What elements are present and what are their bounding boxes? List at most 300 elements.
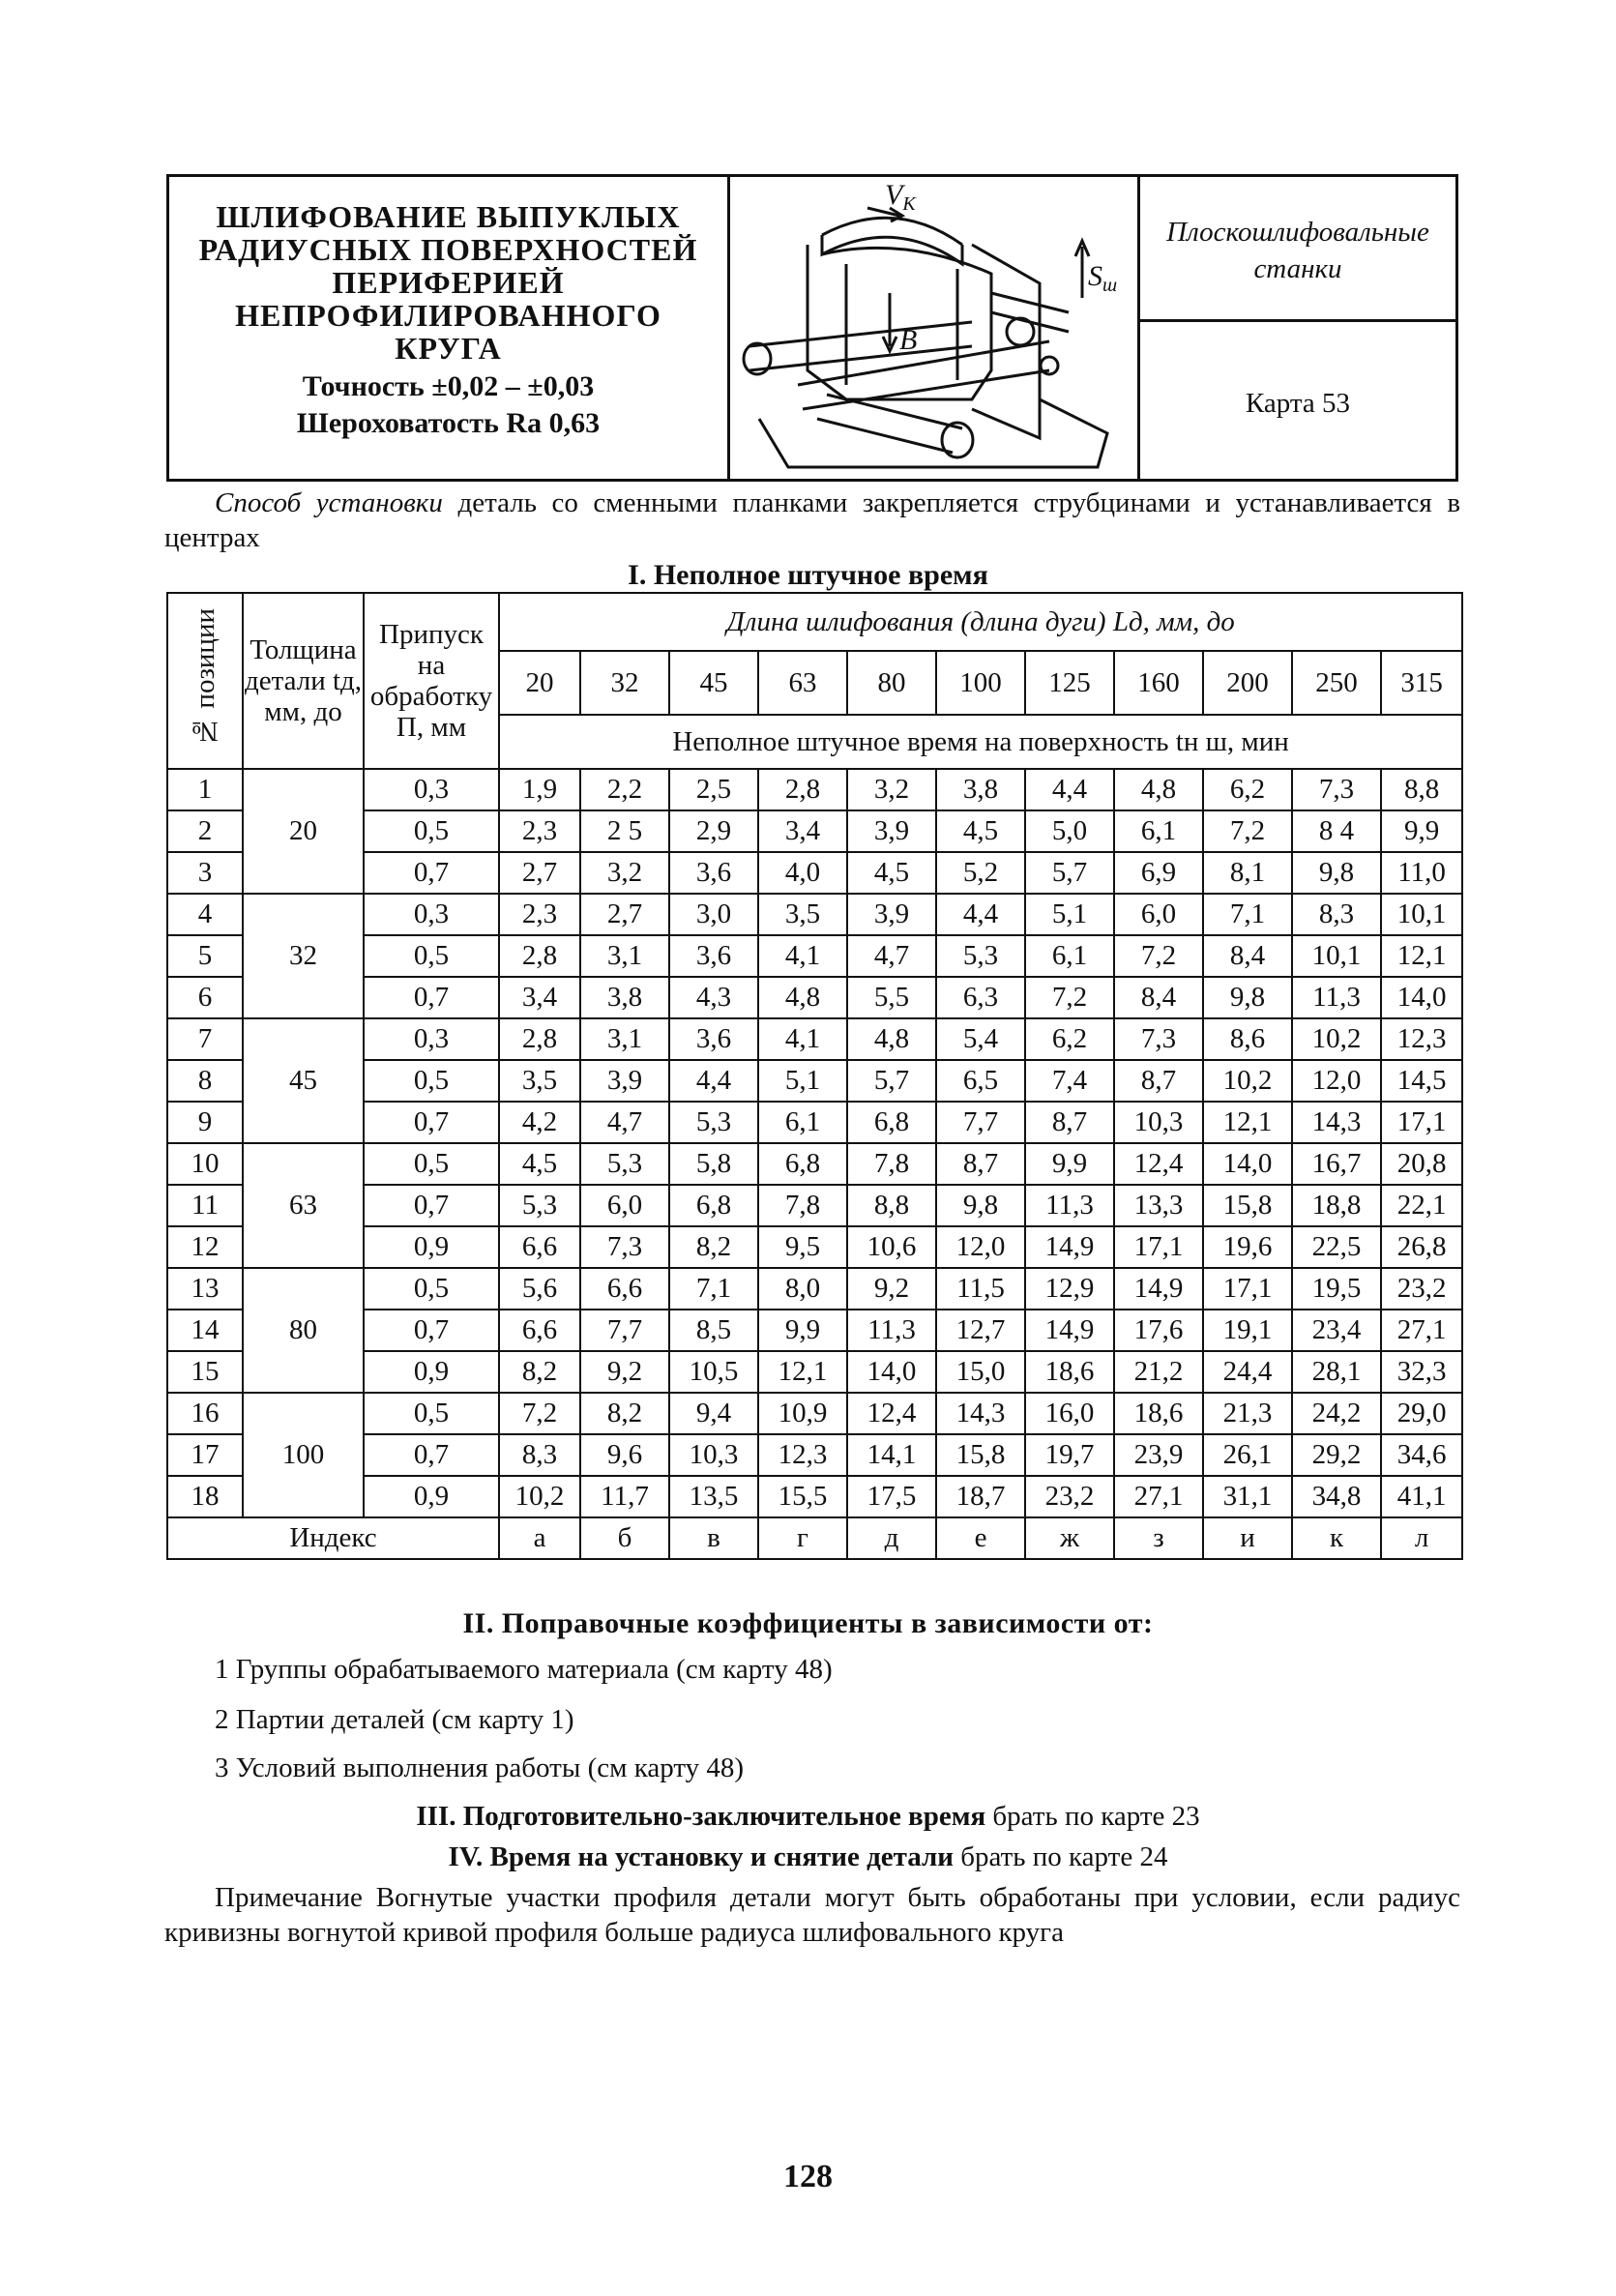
allowance-cell: 0,5	[364, 810, 499, 852]
time-value-cell: 6,3	[936, 977, 1025, 1018]
time-value-cell: 12,7	[936, 1310, 1025, 1351]
operation-title-block	[169, 177, 730, 479]
time-table	[166, 592, 1463, 1560]
time-value-cell: 7,7	[936, 1102, 1025, 1143]
position-cell: 1	[167, 769, 243, 810]
time-value-cell: 12,0	[936, 1226, 1025, 1268]
time-value-cell: 18,6	[1025, 1351, 1114, 1393]
position-cell: 6	[167, 977, 243, 1018]
time-value-cell: 7,8	[847, 1143, 936, 1185]
card-number: Карта 53	[1245, 388, 1351, 419]
card-header	[166, 174, 1458, 482]
position-header: № позиции	[167, 593, 243, 769]
time-value-cell: 5,3	[669, 1102, 758, 1143]
time-value-cell: 8,4	[1203, 935, 1292, 977]
time-value-cell: 10,3	[1114, 1102, 1203, 1143]
index-cell: е	[936, 1517, 1025, 1559]
time-value-cell: 6,0	[1114, 894, 1203, 935]
thickness-header: Толщина детали tд, мм, до	[243, 593, 364, 769]
length-cell: 63	[758, 651, 847, 715]
time-value-cell: 8,4	[1114, 977, 1203, 1018]
time-value-cell: 20,8	[1381, 1143, 1462, 1185]
time-value-cell: 4,3	[669, 977, 758, 1018]
time-value-cell: 12,4	[847, 1393, 936, 1434]
time-value-cell: 6,5	[936, 1060, 1025, 1102]
time-table-body	[167, 769, 1462, 1559]
thickness-cell: 63	[243, 1143, 364, 1268]
time-value-cell: 29,2	[1292, 1434, 1381, 1476]
svg-text:Sш	[1088, 260, 1117, 296]
index-cell: к	[1292, 1517, 1381, 1559]
time-value-cell: 18,6	[1114, 1393, 1203, 1434]
section-3-text: брать по карте 23	[992, 1801, 1200, 1832]
time-value-cell: 9,9	[1381, 810, 1462, 852]
title-line: ШЛИФОВАНИЕ ВЫПУКЛЫХ	[216, 199, 681, 234]
time-value-cell: 11,5	[936, 1268, 1025, 1310]
time-value-cell: 41,1	[1381, 1476, 1462, 1517]
time-value-cell: 15,8	[1203, 1185, 1292, 1226]
time-value-cell: 9,9	[758, 1310, 847, 1351]
time-value-cell: 23,4	[1292, 1310, 1381, 1351]
time-value-cell: 11,3	[1292, 977, 1381, 1018]
time-value-cell: 3,4	[758, 810, 847, 852]
time-value-cell: 5,3	[580, 1143, 669, 1185]
index-cell: з	[1114, 1517, 1203, 1559]
vk-subscript: K	[902, 193, 916, 215]
index-cell: а	[499, 1517, 580, 1559]
time-value-cell: 14,0	[847, 1351, 936, 1393]
time-value-cell: 7,3	[1114, 1018, 1203, 1060]
time-value-cell: 10,2	[499, 1476, 580, 1517]
time-value-cell: 17,5	[847, 1476, 936, 1517]
time-value-cell: 3,8	[580, 977, 669, 1018]
s-subscript: ш	[1102, 275, 1118, 296]
time-value-cell: 8,7	[1114, 1060, 1203, 1102]
time-value-cell: 10,2	[1203, 1060, 1292, 1102]
length-cell: 125	[1025, 651, 1114, 715]
card-info	[1140, 177, 1455, 479]
index-cell: и	[1203, 1517, 1292, 1559]
time-value-cell: 23,9	[1114, 1434, 1203, 1476]
correction-item: 3 Условий выполнения работы (см карту 48)	[215, 1752, 745, 1783]
thickness-cell: 80	[243, 1268, 364, 1393]
table-row	[167, 1393, 1462, 1434]
vk-label: V	[885, 179, 903, 211]
time-value-cell: 8,2	[669, 1226, 758, 1268]
time-value-cell: 7,7	[580, 1310, 669, 1351]
time-value-cell: 2,2	[580, 769, 669, 810]
time-value-cell: 24,4	[1203, 1351, 1292, 1393]
thickness-cell: 20	[243, 769, 364, 894]
time-value-cell: 8,3	[1292, 894, 1381, 935]
time-value-cell: 6,8	[758, 1143, 847, 1185]
time-value-cell: 4,5	[847, 852, 936, 894]
allowance-cell: 0,5	[364, 1393, 499, 1434]
time-value-cell: 8,8	[847, 1185, 936, 1226]
time-value-cell: 14,9	[1025, 1226, 1114, 1268]
time-value-cell: 6,1	[1114, 810, 1203, 852]
allowance-cell: 0,9	[364, 1226, 499, 1268]
position-cell: 10	[167, 1143, 243, 1185]
time-value-cell: 2,7	[499, 852, 580, 894]
table-row	[167, 1268, 1462, 1310]
position-cell: 17	[167, 1434, 243, 1476]
setup-diagram	[730, 177, 1140, 479]
index-row	[167, 1517, 1462, 1559]
time-value-cell: 9,5	[758, 1226, 847, 1268]
allowance-cell: 0,7	[364, 1185, 499, 1226]
time-value-cell: 5,6	[499, 1268, 580, 1310]
time-value-cell: 9,8	[1203, 977, 1292, 1018]
time-value-cell: 9,2	[847, 1268, 936, 1310]
allowance-cell: 0,5	[364, 1143, 499, 1185]
time-value-cell: 3,6	[669, 852, 758, 894]
time-value-cell: 4,2	[499, 1102, 580, 1143]
time-value-cell: 10,1	[1292, 935, 1381, 977]
time-value-cell: 14,3	[1292, 1102, 1381, 1143]
title-line: НЕПРОФИЛИРОВАННОГО	[235, 298, 661, 333]
time-value-cell: 18,7	[936, 1476, 1025, 1517]
time-value-cell: 8,7	[936, 1143, 1025, 1185]
time-value-cell: 2 5	[580, 810, 669, 852]
time-value-cell: 23,2	[1381, 1268, 1462, 1310]
time-value-cell: 27,1	[1114, 1476, 1203, 1517]
time-value-cell: 12,3	[1381, 1018, 1462, 1060]
time-value-cell: 10,1	[1381, 894, 1462, 935]
index-cell: в	[669, 1517, 758, 1559]
position-cell: 13	[167, 1268, 243, 1310]
time-value-cell: 4,1	[758, 1018, 847, 1060]
time-value-cell: 11,7	[580, 1476, 669, 1517]
accuracy-text: Точность ±0,02 – ±0,03	[302, 370, 595, 402]
section-2-title: II. Поправочные коэффициенты в зависимости от:	[462, 1607, 1154, 1639]
spec-block	[169, 368, 727, 442]
position-cell: 2	[167, 810, 243, 852]
time-value-cell: 4,8	[1114, 769, 1203, 810]
length-cell: 200	[1203, 651, 1292, 715]
length-cell: 80	[847, 651, 936, 715]
time-value-cell: 5,7	[847, 1060, 936, 1102]
time-value-cell: 21,3	[1203, 1393, 1292, 1434]
allowance-cell: 0,5	[364, 1268, 499, 1310]
time-value-cell: 6,8	[847, 1102, 936, 1143]
time-value-cell: 4,0	[758, 852, 847, 894]
machine-type: Плоскошлифовальные станки	[1140, 177, 1455, 322]
time-value-cell: 14,3	[936, 1393, 1025, 1434]
time-value-cell: 22,5	[1292, 1226, 1381, 1268]
time-value-cell: 5,5	[847, 977, 936, 1018]
time-value-cell: 7,2	[1203, 810, 1292, 852]
time-value-cell: 5,2	[936, 852, 1025, 894]
time-value-cell: 8,5	[669, 1310, 758, 1351]
allowance-cell: 0,7	[364, 977, 499, 1018]
table-row	[167, 1143, 1462, 1185]
position-cell: 4	[167, 894, 243, 935]
time-value-cell: 4,7	[847, 935, 936, 977]
time-value-cell: 32,3	[1381, 1351, 1462, 1393]
position-cell: 18	[167, 1476, 243, 1517]
time-value-cell: 12,1	[1381, 935, 1462, 977]
time-value-cell: 27,1	[1381, 1310, 1462, 1351]
position-cell: 12	[167, 1226, 243, 1268]
position-cell: 16	[167, 1393, 243, 1434]
time-value-cell: 11,3	[1025, 1185, 1114, 1226]
thickness-cell: 100	[243, 1393, 364, 1517]
allowance-cell: 0,3	[364, 894, 499, 935]
time-value-cell: 6,9	[1114, 852, 1203, 894]
operation-title	[169, 200, 727, 365]
allowance-cell: 0,5	[364, 1060, 499, 1102]
time-value-cell: 4,5	[936, 810, 1025, 852]
time-value-cell: 19,1	[1203, 1310, 1292, 1351]
time-value-cell: 3,2	[847, 769, 936, 810]
allowance-cell: 0,5	[364, 935, 499, 977]
allowance-cell: 0,7	[364, 1434, 499, 1476]
time-value-cell: 14,9	[1025, 1310, 1114, 1351]
position-cell: 14	[167, 1310, 243, 1351]
b-label: B	[899, 324, 918, 356]
time-value-cell: 19,6	[1203, 1226, 1292, 1268]
svg-text:VK	[885, 179, 917, 215]
title-line: РАДИУСНЫХ ПОВЕРХНОСТЕЙ	[198, 232, 698, 267]
thickness-cell: 32	[243, 894, 364, 1018]
title-line: ПЕРИФЕРИЕЙ	[332, 265, 565, 300]
time-value-cell: 22,1	[1381, 1185, 1462, 1226]
time-value-cell: 7,3	[580, 1226, 669, 1268]
page-number: 128	[783, 2159, 833, 2194]
allowance-header: Припуск на обработку П, мм	[364, 593, 499, 769]
position-cell: 8	[167, 1060, 243, 1102]
time-value-cell: 14,1	[847, 1434, 936, 1476]
time-value-cell: 7,3	[1292, 769, 1381, 810]
time-value-cell: 28,1	[1292, 1351, 1381, 1393]
correction-item: 1 Группы обрабатываемого материала (см карту 48)	[215, 1654, 833, 1685]
time-value-cell: 12,0	[1292, 1060, 1381, 1102]
time-value-cell: 3,6	[669, 935, 758, 977]
time-value-cell: 17,1	[1381, 1102, 1462, 1143]
length-cell: 45	[669, 651, 758, 715]
s-label: S	[1088, 260, 1102, 292]
time-value-cell: 5,0	[1025, 810, 1114, 852]
time-value-cell: 7,4	[1025, 1060, 1114, 1102]
length-cell: 32	[580, 651, 669, 715]
time-value-cell: 7,2	[1025, 977, 1114, 1018]
note: Примечание Вогнутые участки профиля детали могут быть обработаны при условии, если радиус кривизны вогнутой кривой профиля больше радиуса шлифовального круга	[164, 1882, 1460, 1948]
time-value-cell: 8 4	[1292, 810, 1381, 852]
position-cell: 5	[167, 935, 243, 977]
time-value-cell: 21,2	[1114, 1351, 1203, 1393]
time-value-cell: 19,5	[1292, 1268, 1381, 1310]
time-value-cell: 9,8	[936, 1185, 1025, 1226]
time-value-cell: 13,5	[669, 1476, 758, 1517]
time-value-cell: 12,1	[758, 1351, 847, 1393]
time-value-cell: 6,2	[1203, 769, 1292, 810]
time-value-cell: 6,2	[1025, 1018, 1114, 1060]
time-value-cell: 2,8	[499, 935, 580, 977]
allowance-cell: 0,7	[364, 852, 499, 894]
time-value-cell: 4,8	[758, 977, 847, 1018]
time-value-cell: 7,2	[499, 1393, 580, 1434]
length-cell: 160	[1114, 651, 1203, 715]
title-line: КРУГА	[395, 331, 502, 366]
time-value-cell: 2,3	[499, 894, 580, 935]
time-value-cell: 3,0	[669, 894, 758, 935]
time-value-cell: 4,4	[669, 1060, 758, 1102]
time-value-cell: 2,9	[669, 810, 758, 852]
time-value-cell: 7,1	[1203, 894, 1292, 935]
time-value-cell: 8,3	[499, 1434, 580, 1476]
time-value-cell: 13,3	[1114, 1185, 1203, 1226]
section-3	[0, 1801, 1616, 1833]
time-value-cell: 14,0	[1203, 1143, 1292, 1185]
install-method	[164, 486, 1460, 555]
time-value-cell: 3,5	[499, 1060, 580, 1102]
time-value-cell: 14,5	[1381, 1060, 1462, 1102]
index-cell: д	[847, 1517, 936, 1559]
time-value-cell: 6,6	[580, 1268, 669, 1310]
time-value-cell: 19,7	[1025, 1434, 1114, 1476]
section-3-title: III. Подготовительно-заключительное время	[416, 1801, 986, 1832]
time-value-cell: 16,7	[1292, 1143, 1381, 1185]
time-value-cell: 17,1	[1114, 1226, 1203, 1268]
time-value-cell: 5,4	[936, 1018, 1025, 1060]
time-value-cell: 15,8	[936, 1434, 1025, 1476]
index-label: Индекс	[167, 1517, 499, 1559]
allowance-cell: 0,3	[364, 769, 499, 810]
time-value-cell: 3,6	[669, 1018, 758, 1060]
time-value-cell: 11,0	[1381, 852, 1462, 894]
time-value-cell: 3,8	[936, 769, 1025, 810]
time-value-cell: 10,9	[758, 1393, 847, 1434]
time-value-cell: 3,4	[499, 977, 580, 1018]
time-value-cell: 10,5	[669, 1351, 758, 1393]
time-value-cell: 31,1	[1203, 1476, 1292, 1517]
allowance-cell: 0,3	[364, 1018, 499, 1060]
time-value-cell: 7,8	[758, 1185, 847, 1226]
time-value-cell: 15,0	[936, 1351, 1025, 1393]
time-value-cell: 7,2	[1114, 935, 1203, 977]
index-cell: ж	[1025, 1517, 1114, 1559]
index-cell: г	[758, 1517, 847, 1559]
time-value-cell: 9,4	[669, 1393, 758, 1434]
time-value-cell: 6,6	[499, 1226, 580, 1268]
time-value-cell: 8,6	[1203, 1018, 1292, 1060]
time-value-cell: 6,1	[1025, 935, 1114, 977]
section-1-title: I. Неполное штучное время	[628, 559, 988, 591]
time-value-cell: 14,0	[1381, 977, 1462, 1018]
time-value-cell: 5,1	[1025, 894, 1114, 935]
time-value-cell: 8,7	[1025, 1102, 1114, 1143]
time-value-cell: 2,7	[580, 894, 669, 935]
time-value-cell: 9,9	[1025, 1143, 1114, 1185]
allowance-cell: 0,7	[364, 1310, 499, 1351]
time-value-cell: 8,2	[499, 1351, 580, 1393]
index-cell: л	[1381, 1517, 1462, 1559]
time-value-cell: 8,0	[758, 1268, 847, 1310]
correction-item: 2 Партии деталей (см карту 1)	[215, 1704, 574, 1735]
position-cell: 9	[167, 1102, 243, 1143]
time-value-cell: 24,2	[1292, 1393, 1381, 1434]
thickness-cell: 45	[243, 1018, 364, 1143]
time-value-cell: 17,6	[1114, 1310, 1203, 1351]
length-cell: 100	[936, 651, 1025, 715]
time-value-cell: 26,8	[1381, 1226, 1462, 1268]
time-value-cell: 10,2	[1292, 1018, 1381, 1060]
time-value-cell: 26,1	[1203, 1434, 1292, 1476]
time-header: Неполное штучное время на поверхность tн ш, мин	[499, 715, 1462, 769]
time-value-cell: 10,3	[669, 1434, 758, 1476]
time-value-cell: 1,9	[499, 769, 580, 810]
time-value-cell: 3,1	[580, 1018, 669, 1060]
time-value-cell: 4,8	[847, 1018, 936, 1060]
time-value-cell: 2,5	[669, 769, 758, 810]
allowance-cell: 0,9	[364, 1476, 499, 1517]
time-value-cell: 17,1	[1203, 1268, 1292, 1310]
grinding-setup-illustration	[730, 177, 1134, 479]
time-value-cell: 18,8	[1292, 1185, 1381, 1226]
install-label: Способ установки	[215, 487, 443, 518]
time-value-cell: 8,1	[1203, 852, 1292, 894]
time-value-cell: 15,5	[758, 1476, 847, 1517]
roughness-text: Шероховатость Ra 0,63	[296, 407, 601, 439]
time-value-cell: 8,8	[1381, 769, 1462, 810]
length-cell: 20	[499, 651, 580, 715]
time-value-cell: 29,0	[1381, 1393, 1462, 1434]
time-value-cell: 6,0	[580, 1185, 669, 1226]
time-value-cell: 4,5	[499, 1143, 580, 1185]
time-value-cell: 34,8	[1292, 1476, 1381, 1517]
section-4-title: IV. Время на установку и снятие детали	[448, 1841, 954, 1872]
time-value-cell: 2,8	[499, 1018, 580, 1060]
table-row	[167, 894, 1462, 935]
time-value-cell: 3,2	[580, 852, 669, 894]
length-cell: 315	[1381, 651, 1462, 715]
time-value-cell: 5,3	[936, 935, 1025, 977]
time-value-cell: 11,3	[847, 1310, 936, 1351]
time-value-cell: 5,8	[669, 1143, 758, 1185]
time-value-cell: 8,2	[580, 1393, 669, 1434]
time-value-cell: 6,6	[499, 1310, 580, 1351]
time-value-cell: 6,8	[669, 1185, 758, 1226]
time-value-cell: 9,2	[580, 1351, 669, 1393]
position-cell: 11	[167, 1185, 243, 1226]
table-row	[167, 1018, 1462, 1060]
length-header: Длина шлифования (длина дуги) Lд, мм, до	[499, 593, 1462, 651]
table-row	[167, 769, 1462, 810]
time-value-cell: 4,7	[580, 1102, 669, 1143]
time-value-cell: 4,4	[1025, 769, 1114, 810]
time-value-cell: 6,1	[758, 1102, 847, 1143]
section-4	[0, 1841, 1616, 1873]
time-value-cell: 16,0	[1025, 1393, 1114, 1434]
time-value-cell: 2,8	[758, 769, 847, 810]
time-value-cell: 3,9	[580, 1060, 669, 1102]
position-cell: 15	[167, 1351, 243, 1393]
time-value-cell: 3,9	[847, 810, 936, 852]
position-cell: 3	[167, 852, 243, 894]
time-value-cell: 4,1	[758, 935, 847, 977]
allowance-cell: 0,7	[364, 1102, 499, 1143]
time-value-cell: 3,5	[758, 894, 847, 935]
time-value-cell: 34,6	[1381, 1434, 1462, 1476]
time-value-cell: 10,6	[847, 1226, 936, 1268]
time-value-cell: 12,9	[1025, 1268, 1114, 1310]
time-value-cell: 3,9	[847, 894, 936, 935]
time-value-cell: 4,4	[936, 894, 1025, 935]
length-cell: 250	[1292, 651, 1381, 715]
time-value-cell: 5,1	[758, 1060, 847, 1102]
index-cell: б	[580, 1517, 669, 1559]
